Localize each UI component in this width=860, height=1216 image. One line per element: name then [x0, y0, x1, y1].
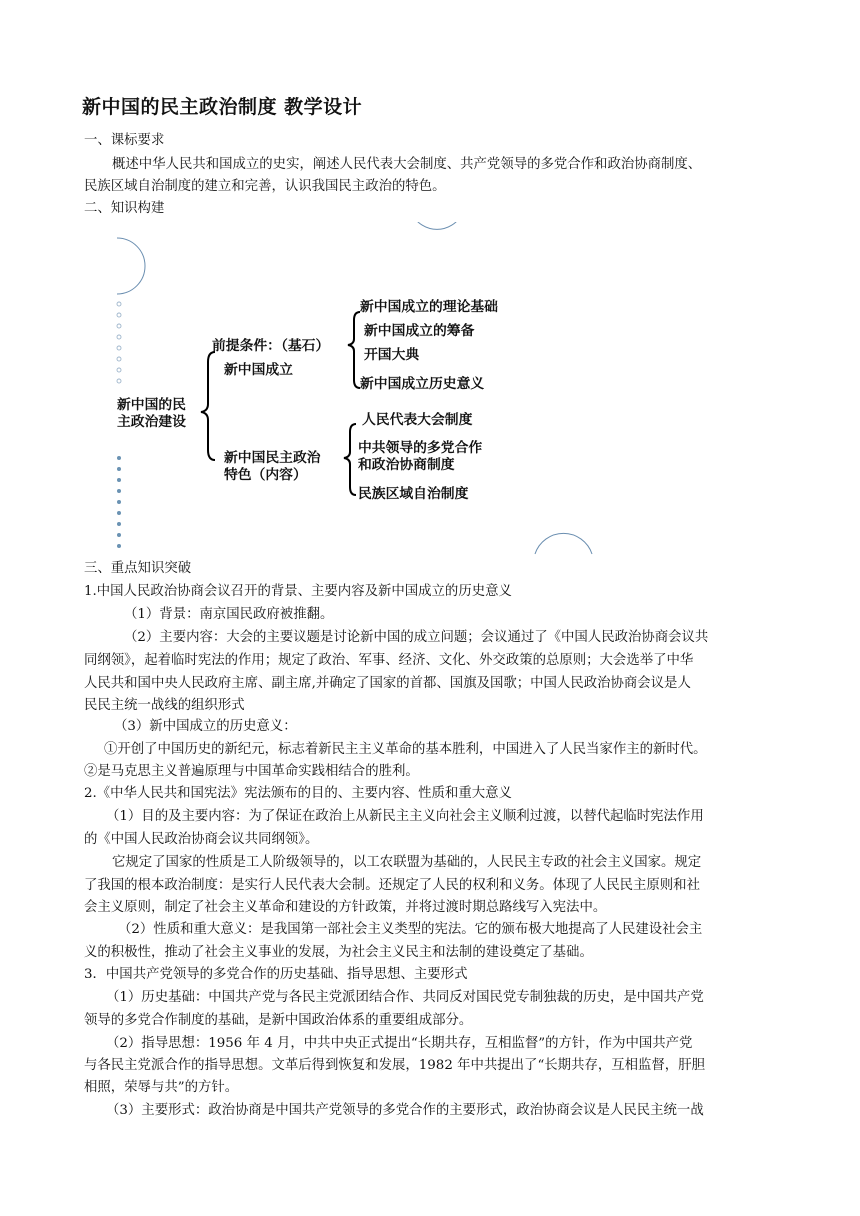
section-heading-2: 二、知识构建 — [84, 201, 165, 216]
paragraph-line: ①开创了中国历史的新纪元，标志着新民主主义革命的基本胜利，中国进入了人民当家作主的新时代。 — [104, 742, 707, 757]
paragraph-line: （3）主要形式：政治协商是中国共产党领导的多党合作的主要形式，政治协商会议是人民民主统一战 — [106, 1103, 704, 1118]
paragraph-line: 义的积极性，推动了社会主义事业的发展，为社会主义民主和法制的建设奠定了基础。 — [84, 945, 593, 960]
section-heading-1: 一、课标要求 — [84, 133, 165, 148]
decor-arc — [535, 533, 592, 554]
knowledge-diagram — [82, 222, 782, 557]
branch1-item: 新中国成立的筹备 — [364, 323, 475, 339]
branch1-item: 新中国成立的理论基础 — [360, 299, 498, 315]
paragraph-line: 会主义原则，制定了社会主义革命和建设的方针政策，并将过渡时期总路线写入宪法中。 — [84, 900, 607, 915]
paragraph-line: 的《中国人民政治协商会议共同纲领》。 — [84, 832, 319, 847]
branch1-label: 新中国成立 — [224, 362, 293, 378]
paragraph-line: （1）背景：南京国民政府被推翻。 — [124, 607, 334, 622]
branch2-item: 中共领导的多党合作 和政治协商制度 — [358, 440, 483, 473]
paragraph-line: （1）历史基础：中国共产党与各民主党派团结合作、共同反对国民党专制独裁的历史，是中国共产党 — [106, 990, 704, 1005]
root-node: 新中国的民 主政治建设 — [117, 397, 186, 430]
branch1-item: 新中国成立历史意义 — [360, 376, 485, 392]
paragraph-line: 概述中华人民共和国成立的史实，阐述人民代表大会制度、共产党领导的多党合作和政治协商制度、 — [112, 157, 702, 172]
paragraph-line: （3）新中国成立的历史意义： — [114, 719, 297, 734]
page-title: 新中国的民主政治制度 教学设计 — [82, 96, 363, 118]
paragraph-line: 人民共和国中央人民政府主席、副主席,并确定了国家的首都、国旗及国歌；中国人民政治协商会议是人 — [84, 676, 691, 691]
paragraph-line: 民族区域自治制度的建立和完善，认识我国民主政治的特色。 — [84, 179, 446, 194]
branch2-brace — [344, 424, 356, 495]
paragraph-line: 了我国的根本政治制度：是实行人民代表大会制。还规定了人民的权利和义务。体现了人民民主原则和社 — [84, 878, 700, 893]
paragraph-line: （2）指导思想：1956 年 4 月，中共中央正式提出“长期共存，互相监督”的方针，作为中国共产党 — [106, 1036, 693, 1051]
paragraph-line: 相照，荣辱与共”的方针。 — [84, 1080, 239, 1095]
paragraph-line: （2）主要内容：大会的主要议题是讨论新中国的成立问题；会议通过了《中国人民政治协商会议共 — [124, 630, 709, 645]
paragraph-line: 3．中国共产党领导的多党合作的历史基础、指导思想、主要形式 — [84, 967, 468, 982]
paragraph-line: 与各民主党派合作的指导思想。文革后得到恢复和发展，1982 年中共提出了“长期共存，互相监督，肝胆 — [84, 1058, 705, 1073]
section-heading-3: 三、重点知识突破 — [84, 561, 192, 576]
decor-arc — [117, 238, 145, 294]
paragraph-line: 1.中国人民政治协商会议召开的背景、主要内容及新中国成立的历史意义 — [84, 584, 512, 599]
root-brace — [201, 352, 215, 460]
branch2-item: 民族区域自治制度 — [358, 486, 469, 502]
branch1-brace — [348, 312, 360, 388]
decor-arc — [412, 222, 462, 229]
paragraph-line: 民民主统一战线的组织形式 — [84, 698, 245, 713]
paragraph-line: 同纲领》，起着临时宪法的作用；规定了政治、军事、经济、文化、外交政策的总原则；大会选举了中华 — [84, 653, 694, 668]
paragraph-line: （2）性质和重大意义：是我国第一部社会主义类型的宪法。它的颁布极大地提高了人民建设社会主 — [118, 922, 703, 937]
branch1-top-label: 前提条件：（基石） — [212, 338, 330, 354]
paragraph-line: （1）目的及主要内容：为了保证在政治上从新民主主义向社会主义顺利过渡，以替代起临时宪法作用 — [106, 809, 704, 824]
branch2-label: 新中国民主政治 特色（内容） — [224, 450, 321, 483]
paragraph-line: 领导的多党合作制度的基础，是新中国政治体系的重要组成部分。 — [84, 1013, 473, 1028]
paragraph-line: 2.《中华人民共和国宪法》宪法颁布的目的、主要内容、性质和重大意义 — [84, 786, 512, 801]
branch1-item: 开国大典 — [364, 347, 420, 363]
branch2-item: 人民代表大会制度 — [362, 412, 473, 428]
paragraph-line: ②是马克思主义普遍原理与中国革命实践相结合的胜利。 — [84, 764, 419, 779]
paragraph-line: 它规定了国家的性质是工人阶级领导的，以工农联盟为基础的，人民民主专政的社会主义国家。规定 — [112, 855, 702, 870]
